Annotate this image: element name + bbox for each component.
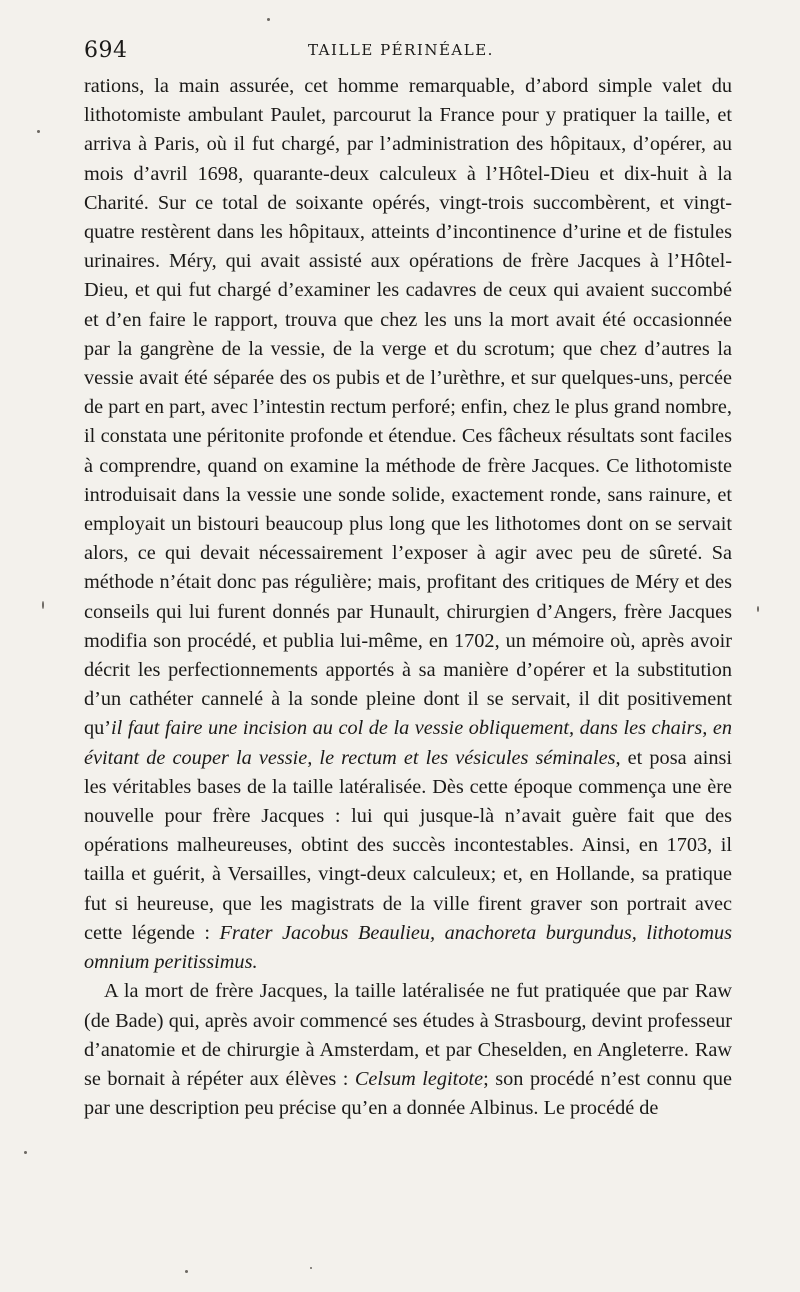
print-speck (24, 1151, 27, 1154)
running-title: TAILLE PÉRINÉALE. (308, 41, 494, 59)
paragraph-2-text-2: ; son procédé n’est connu que par une description peu précise qu’en a donnée Albinus. Le procédé de (84, 1067, 732, 1120)
print-speck (37, 130, 40, 133)
paragraph-1 (84, 72, 732, 977)
paragraph-1-italic-quote: il faut faire une incision au col de la vessie obliquement, dans les chairs, en évitant de couper la vessie, le rectum et les vésicules séminales (84, 717, 732, 769)
paragraph-1-text-1: rations, la main assurée, cet homme remarquable, d’abord simple valet du lithotomiste ambulant Paulet, parcourut la France pour y pratiquer la taille, et arriva à Paris, où il fut chargé, par l’administration des hôpitaux, d’opérer, au mois d’avril 1698, quarante-deux calculeux à l’Hôtel-Dieu et dix-huit à la Charité. Sur ce total de soixante opérés, vingt-trois succombèrent, et vingt-quatre restèrent dans les hôpitaux, atteints d’incontinence d’urine et de fistules urinaires. Méry, qui avait assisté aux opérations de frère Jacques à l’Hôtel-Dieu, et qui fut chargé d’examiner les cadavres de ceux qui avaient succombé et d’en faire le rapport, trouva que chez les uns la mort avait été occasionnée par la gangrène de la vessie, de la verge et du scrotum; que chez d’autres la vessie avait été séparée des os pubis et de l’urèthre, et sur quelques-uns, percée de part en part, avec l’intestin rectum perforé; enfin, chez le plus grand nombre, il constata une péritonite profonde et étendue. Ces fâcheux résultats sont faciles à comprendre, quand on examine la méthode de frère Jacques. Ce lithotomiste introduisait dans la vessie une sonde solide, exactement ronde, sans rainure, et employait un bistouri beaucoup plus long que les lithotomes dont on se servait alors, ce qui devait nécessairement l’exposer à agir avec peu de sûreté. Sa méthode n’était donc pas régulière; mais, profitant des critiques de Méry et des conseils qui lui furent donnés par Hunault, chirurgien d’Angers, frère Jacques modifia son procédé, et publia lui-même, en 1702, un mémoire où, après avoir décrit les perfectionnements apportés à sa manière d’opérer et la substitution d’un cathéter cannelé à la sonde pleine dont il se servait, il dit positivement qu’ (84, 75, 732, 740)
page-body (84, 72, 732, 1123)
print-speck (185, 1270, 188, 1273)
print-speck (267, 18, 270, 21)
paragraph-1-latin-legend: Frater Jacobus Beaulieu, anachoreta burgundus, lithotomus omnium peritissimus. (84, 921, 732, 974)
paragraph-2-latin-phrase: Celsum legitote (354, 1067, 484, 1090)
print-speck (42, 601, 44, 609)
paragraph-2 (84, 977, 732, 1123)
print-speck (310, 1267, 312, 1269)
page-header (72, 38, 752, 66)
print-speck (757, 606, 759, 612)
paragraph-2-text-1: A la mort de frère Jacques, la taille latéralisée ne fut pratiquée que par Raw (de Bade) qui, après avoir commencé ses études à Strasbourg, devint professeur d’anatomie et de chirurgie à Amsterdam, et par Cheselden, en Angleterre. Raw se bornait à répéter aux élèves : (84, 980, 732, 1090)
page-number: 694 (84, 38, 128, 63)
paragraph-1-text-2: , et posa ainsi les véritables bases de la taille latéralisée. Dès cette époque commença une ère nouvelle pour frère Jacques : lui qui jusque-là n’avait guère fait que des opérations malheureuses, obtint des succès incontestables. Ainsi, en 1703, il tailla et guérit, à Versailles, vingt-deux calculeux; et, en Hollande, sa pratique fut si heureuse, que les magistrats de la ville firent graver son portrait avec cette légende : (84, 746, 732, 944)
